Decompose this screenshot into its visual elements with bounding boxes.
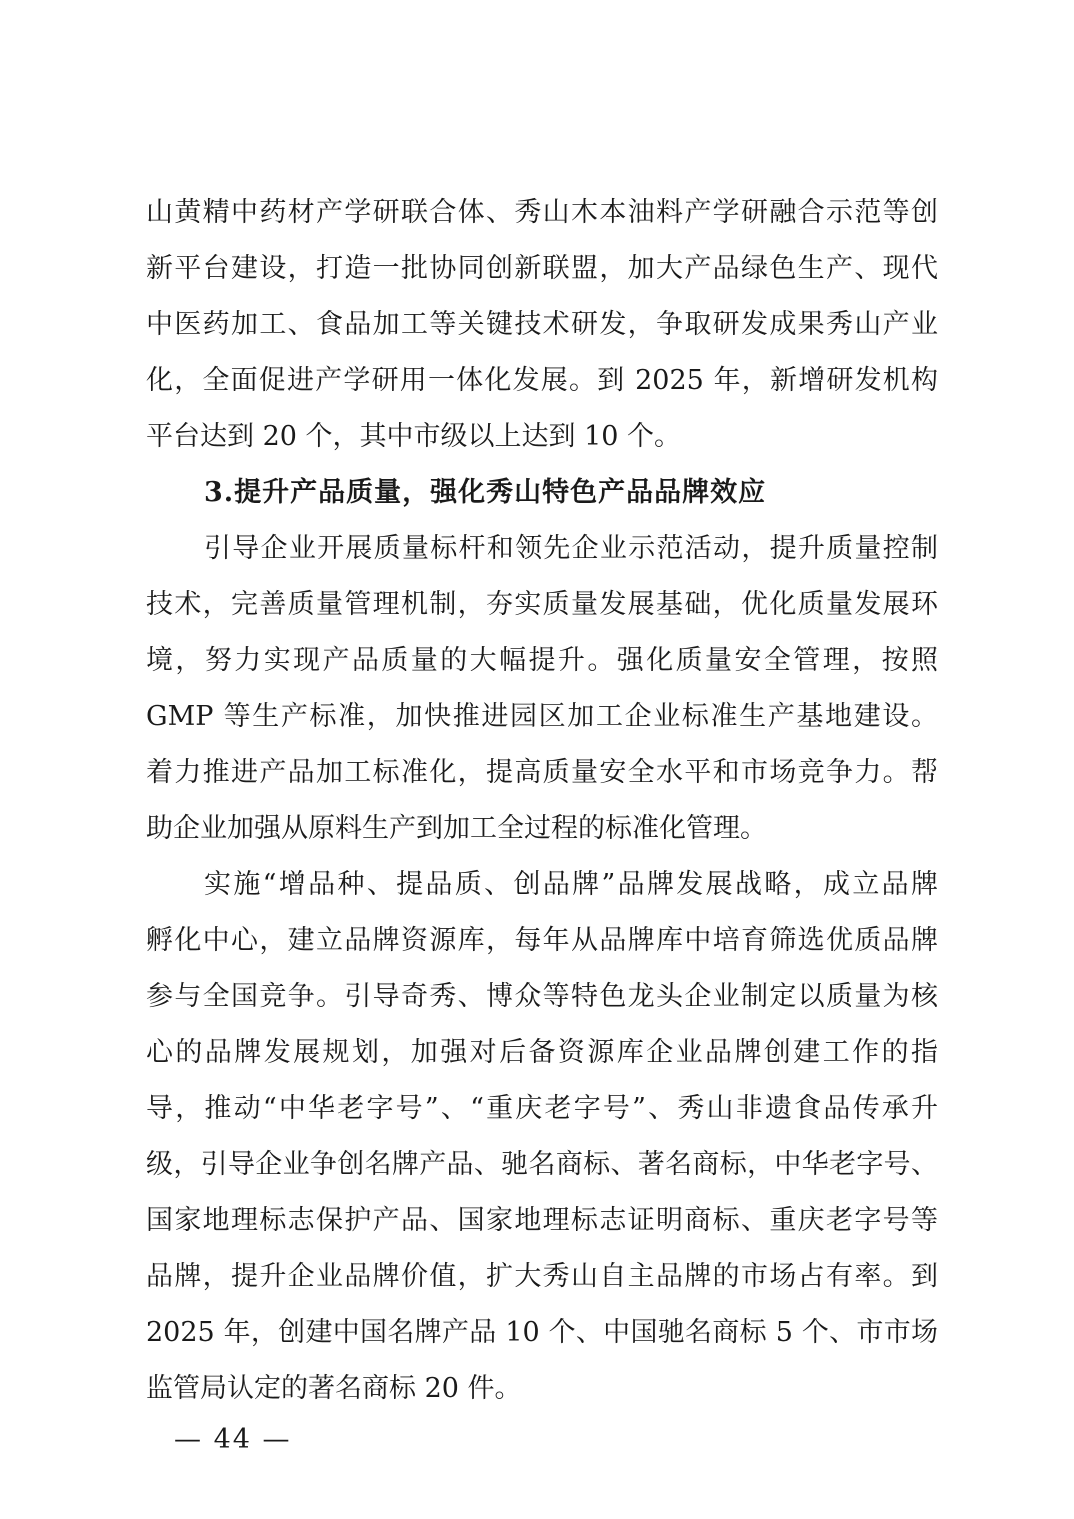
paragraph-line: 品牌，提升企业品牌价值，扩大秀山自主品牌的市场占有率。到 bbox=[146, 1261, 938, 1292]
paragraph-line: 心的品牌发展规划，加强对后备资源库企业品牌创建工作的指 bbox=[146, 1037, 938, 1068]
paragraph-line: 引导企业开展质量标杆和领先企业示范活动，提升质量控制 bbox=[204, 533, 938, 564]
paragraph-line: 着力推进产品加工标准化，提高质量安全水平和市场竞争力。帮 bbox=[146, 757, 938, 788]
paragraph-line: 山黄精中药材产学研联合体、秀山木本油料产学研融合示范等创 bbox=[146, 197, 938, 228]
paragraph-line: 化，全面促进产学研用一体化发展。到 2025 年，新增研发机构 bbox=[146, 365, 938, 396]
paragraph-line: 技术，完善质量管理机制，夯实质量发展基础，优化质量发展环 bbox=[146, 589, 938, 620]
paragraph-line: 平台达到 20 个，其中市级以上达到 10 个。 bbox=[146, 421, 682, 452]
paragraph-line: 新平台建设，打造一批协同创新联盟，加大产品绿色生产、现代 bbox=[146, 253, 938, 284]
paragraph-line: 监管局认定的著名商标 20 件。 bbox=[146, 1373, 522, 1404]
paragraph-line: 导，推动“中华老字号”、“重庆老字号”、秀山非遗食品传承升 bbox=[146, 1093, 938, 1124]
paragraph-line: 孵化中心，建立品牌资源库，每年从品牌库中培育筛选优质品牌 bbox=[146, 925, 938, 956]
paragraph-line: 境，努力实现产品质量的大幅提升。强化质量安全管理，按照 bbox=[146, 645, 938, 676]
section-heading: 3.提升产品质量，强化秀山特色产品品牌效应 bbox=[204, 477, 767, 508]
paragraph-line: 中医药加工、食品加工等关键技术研发，争取研发成果秀山产业 bbox=[146, 309, 938, 340]
paragraph-line: 实施“增品种、提品质、创品牌”品牌发展战略，成立品牌 bbox=[204, 869, 938, 900]
paragraph-line: 级，引导企业争创名牌产品、驰名商标、著名商标，中华老字号、 bbox=[146, 1149, 938, 1180]
paragraph-line: 助企业加强从原料生产到加工全过程的标准化管理。 bbox=[146, 813, 767, 844]
page-number: — 44 — bbox=[174, 1424, 292, 1455]
paragraph-line: 国家地理标志保护产品、国家地理标志证明商标、重庆老字号等 bbox=[146, 1205, 938, 1236]
paragraph-line: GMP 等生产标准，加快推进园区加工企业标准生产基地建设。 bbox=[146, 701, 938, 732]
paragraph-line: 2025 年，创建中国名牌产品 10 个、中国驰名商标 5 个、市市场 bbox=[146, 1317, 938, 1348]
paragraph-line: 参与全国竞争。引导奇秀、博众等特色龙头企业制定以质量为核 bbox=[146, 981, 938, 1012]
